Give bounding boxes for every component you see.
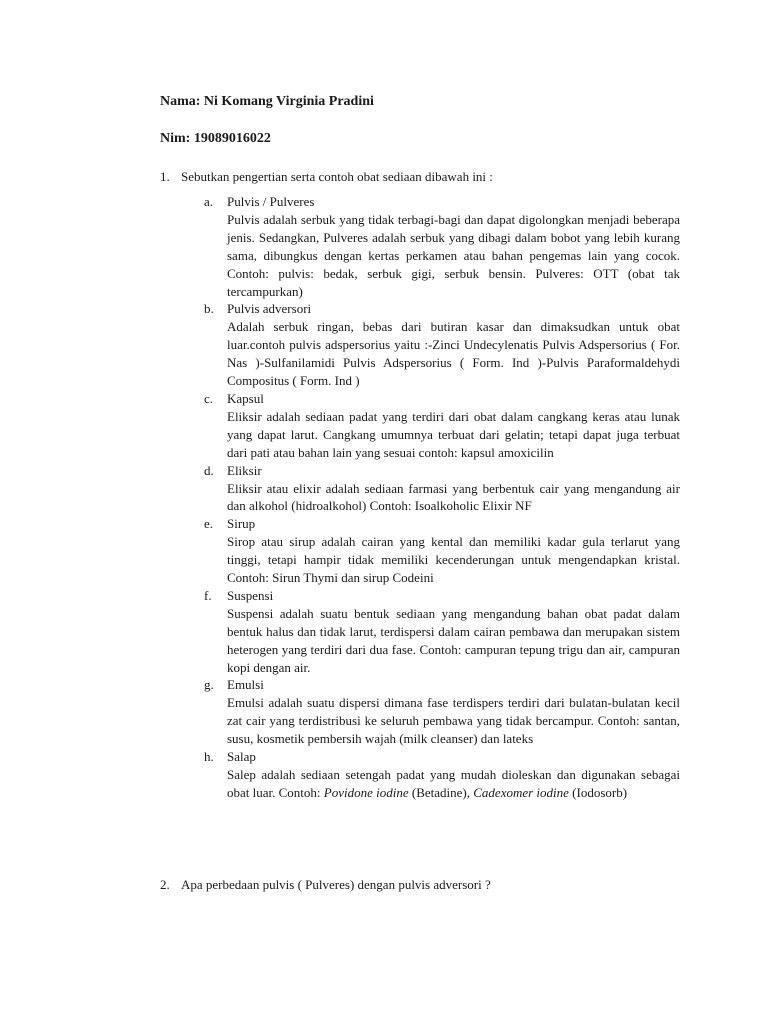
question-1-text: Sebutkan pengertian serta contoh obat sediaan dibawah ini :	[181, 169, 493, 184]
question-2-text: Apa perbedaan pulvis ( Pulveres) dengan pulvis adversori ?	[181, 877, 491, 892]
answer-list	[204, 193, 680, 802]
item-letter: f.	[204, 587, 212, 603]
item-body-italic: Cadexomer iodine	[473, 784, 569, 800]
question-1-number: 1.	[160, 169, 170, 184]
item-body: Sirop atau sirup adalah cairan yang kental dan memiliki kadar gula terlarut yang tinggi, tetapi hampir tidak memiliki kecenderungan untuk mengendapkan kristal. Contoh: Sirun Thymi dan sirup Codeini	[227, 534, 680, 586]
list-item-e	[204, 515, 680, 587]
item-body: Eliksir adalah sediaan padat yang terdiri dari obat dalam cangkang keras atau lunak yang dapat larut. Cangkang umumnya terbuat dari gelatin; tetapi dapat juga terbuat dari pati atau bahan lain yang sesuai contoh: kapsul amoxicilin	[227, 408, 680, 460]
item-letter: b.	[204, 301, 214, 317]
item-body-text: (Iodosorb)	[568, 784, 628, 800]
item-letter: a.	[204, 194, 214, 209]
list-item-a	[204, 193, 680, 300]
question-2	[160, 876, 491, 894]
item-letter: g.	[204, 677, 214, 693]
item-body-italic: Povidone iodine	[323, 784, 409, 800]
item-body: Suspensi adalah suatu bentuk sediaan yang mengandung bahan obat padat dalam bentuk halus dan tidak larut, terdispersi dalam cairan pembawa dan merupakan sistem heterogen yang terdiri dari dua fase. Contoh: campuran tepung trigu dan air, campuran kopi dengan air.	[227, 605, 680, 675]
item-title: Pulvis adversori	[227, 301, 312, 317]
item-letter: e.	[204, 516, 214, 532]
item-body: Emulsi adalah suatu dispersi dimana fase terdispers terdiri dari bulatan-bulatan kecil zat cair yang terdistribusi ke seluruh pembawa yang tidak bercampur. Contoh: santan, susu, kosmetik pembersih wajah (milk cleanser) dan lateks	[227, 695, 680, 747]
item-body: Pulvis adalah serbuk yang tidak terbagi-bagi dan dapat digolongkan menjadi beberapa jenis. Sedangkan, Pulveres adalah serbuk yang dibagi dalam bobot yang lebih kurang sama, dibungkus dengan kertas perkamen atau bahan pengemas lain yang cocok. Contoh: pulvis: bedak, serbuk gigi, serbuk bensin. Pulveres: OTT (obat tak tercampurkan)	[227, 211, 680, 299]
item-title: Suspensi	[227, 587, 274, 603]
list-item-f	[204, 587, 680, 677]
item-letter: d.	[204, 462, 214, 478]
question-2-number: 2.	[160, 877, 170, 892]
item-title: Salap	[227, 749, 256, 765]
question-1	[160, 168, 493, 186]
item-body	[227, 766, 680, 802]
item-title: Eliksir	[227, 462, 262, 478]
item-title: Kapsul	[227, 390, 264, 406]
student-nim: Nim: 19089016022	[160, 131, 271, 146]
item-letter: c.	[204, 390, 214, 406]
item-body-text: Salep adalah sediaan setengah padat yang mudah dioleskan dan digunakan sebagai obat luar. Contoh:	[227, 767, 680, 800]
item-body-text: (Betadine),	[408, 784, 474, 800]
item-body: Adalah serbuk ringan, bebas dari butiran kasar dan dimaksudkan untuk obat luar.contoh pulvis adspersorius yaitu :-Zinci Undecylenatis Pulvis Adspersorius ( For. Nas )-Sulfanilamidi Pulvis Adspersorius ( Form. Ind )-Pulvis Paraformaldehydi Compositus ( Form. Ind )	[227, 319, 680, 389]
student-name: Nama: Ni Komang Virginia Pradini	[160, 94, 374, 109]
item-title: Sirup	[227, 516, 256, 532]
item-title: Pulvis / Pulveres	[227, 194, 315, 209]
item-title: Emulsi	[227, 677, 264, 693]
item-letter: h.	[204, 749, 214, 765]
list-item-h	[204, 748, 680, 802]
item-body: Eliksir atau elixir adalah sediaan farmasi yang berbentuk cair yang mengandung air dan alkohol (hidroalkohol) Contoh: Isoalkoholic Elixir NF	[227, 480, 680, 514]
list-item-d	[204, 462, 680, 516]
list-item-c	[204, 390, 680, 462]
list-item-g	[204, 676, 680, 748]
list-item-b	[204, 300, 680, 390]
